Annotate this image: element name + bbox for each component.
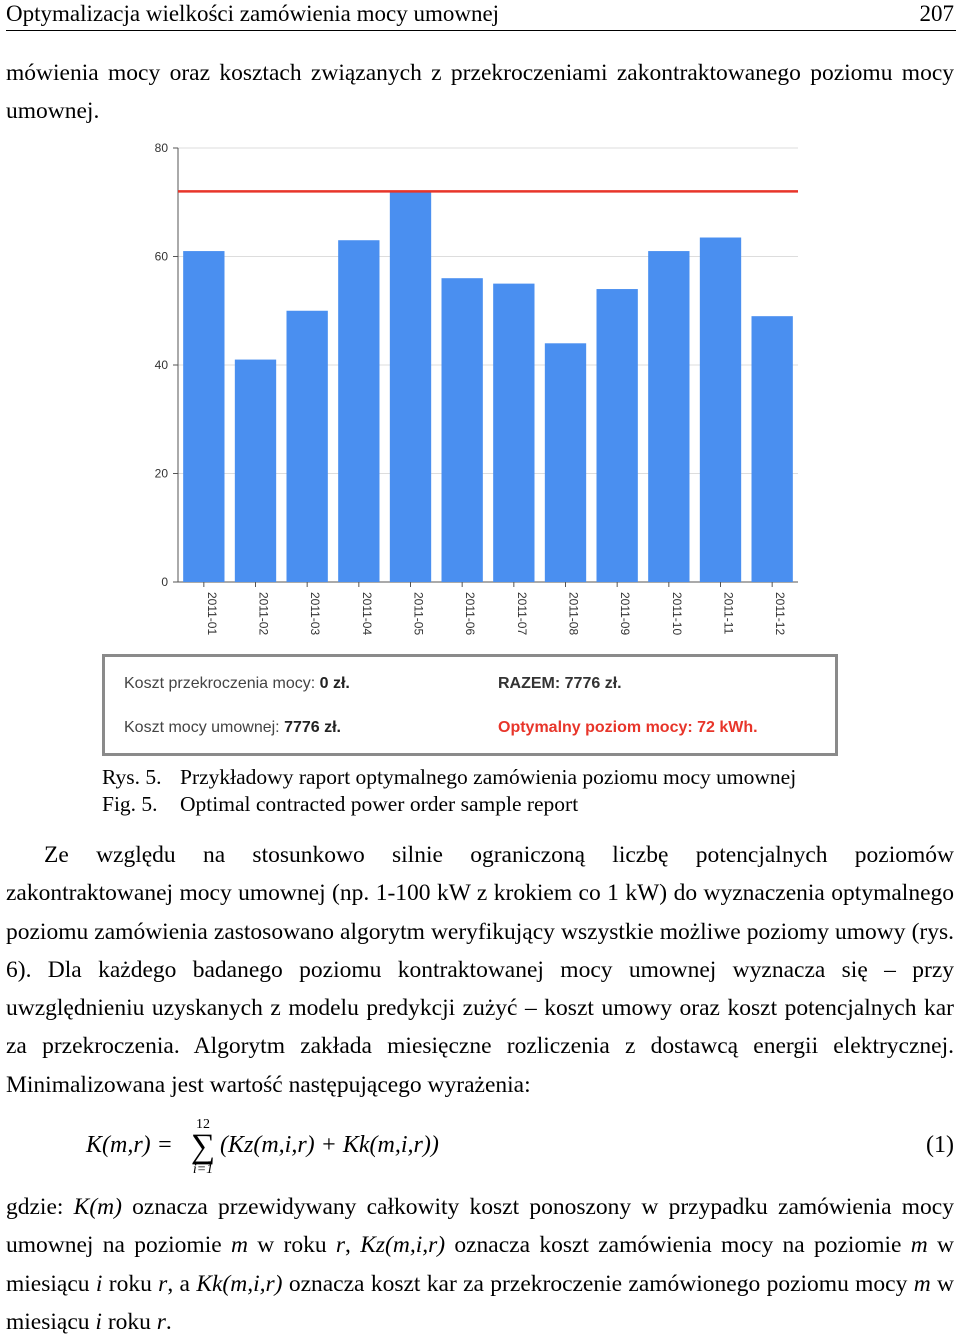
symbol-r: r [335,1232,346,1259]
text-run: gdzie: [6,1194,74,1220]
symbol-K: K(m) [73,1194,122,1220]
bar-2011-03 [287,311,328,582]
y-tick-label: 80 [154,141,168,155]
contract-cost-value: 7776 zł. [284,719,341,736]
equation-lhs: K(m,r) = [86,1132,173,1158]
equation-rhs: (Kz(m,i,r) + Kk(m,i,r)) [220,1132,439,1158]
bar-2011-11 [700,238,741,582]
monthly-power-bar-chart [140,136,820,644]
x-tick-label: 2011-12 [773,592,788,636]
symbol-i: i [95,1270,103,1297]
symbol-m: m [913,1270,931,1297]
text-run: roku [101,1308,157,1335]
bar-2011-10 [648,251,689,582]
symbol-Kk: Kk(m,i,r) [196,1270,283,1297]
equation-number: (1) [926,1132,954,1158]
x-tick-label: 2011-08 [566,592,581,636]
y-tick-label: 40 [154,358,168,372]
text-run: w roku [247,1232,336,1259]
text-run: oznacza przewidywany całkowity koszt ponoszony w przypadku zamówienia mocy umownej na poziomie [6,1194,954,1259]
figure-caption-en [102,791,578,818]
bar-2011-05 [390,191,431,582]
bar-2011-07 [493,284,534,582]
y-tick-label: 0 [161,575,168,589]
text-run: roku [102,1270,159,1297]
symbol-m: m [230,1232,248,1259]
text-run: , [345,1232,361,1259]
bar-2011-04 [338,240,379,582]
sigma-symbol: ∑ [190,1128,216,1165]
bar-2011-06 [442,278,483,582]
x-tick-label: 2011-10 [669,592,684,636]
optimal-power-level: Optymalny poziom mocy: 72 kWh. [498,719,758,736]
bar-2011-01 [183,251,224,582]
y-tick-label: 60 [154,249,168,264]
caption-pl-number: Rys. 5. [102,765,162,789]
x-tick-label: 2011-05 [411,592,426,636]
symbol-m: m [910,1232,928,1259]
bar-2011-02 [235,360,276,582]
overrun-cost-label: Koszt przekroczenia mocy: [124,675,316,692]
page-number: 207 [919,1,954,26]
definitions-paragraph [6,1188,954,1341]
text-run: oznacza koszt kar za przekroczenie zamówionego poziomu mocy [282,1270,914,1297]
x-tick-label: 2011-03 [308,592,323,636]
symbol-Kz: Kz(m,i,r) [360,1232,446,1259]
text-run: w miesiącu [6,1270,955,1335]
text-run: oznacza koszt zamówienia mocy na poziomie [445,1232,911,1259]
x-tick-label: 2011-02 [256,592,271,636]
caption-en-text: Optimal contracted power order sample report [180,792,579,816]
summation [186,1118,220,1178]
x-tick-label: 2011-01 [204,592,219,636]
overrun-cost-value: 0 zł. [319,675,350,692]
text-run: . [165,1308,172,1335]
body-paragraph: Ze względu na stosunkowo silnie ograniczoną liczbę potencjalnych poziomów zakontraktowanej mocy umownej (np. 1-100 kW z krokiem co 1 kW) do wyznaczenia optymalnego poziomu zamówienia zastosowano algorytm weryfikujący wszystkie możliwe poziomy umowy (rys. 6). Dla każdego badanego poziomu kontraktowanej mocy umownej wyznacza się – przy uwzględnieniu uzyskanych z modelu predykcji zużyć – koszt umowy oraz koszt potencjalnych kar za przekroczenia. Algorytm zakłada miesięczne rozliczenia z dostawcą energii elektrycznej. Minimalizowana jest wartość następującego wyrażenia: [6,842,954,1098]
total-cost: RAZEM: 7776 zł. [498,675,622,692]
bar-2011-09 [597,289,638,582]
text-run: w miesiącu [6,1232,954,1297]
text-run: , a [167,1270,197,1297]
running-header [6,0,956,31]
symbol-r: r [156,1308,166,1335]
equation [86,1118,956,1178]
x-tick-label: 2011-07 [514,592,529,636]
caption-en-number: Fig. 5. [102,792,158,816]
x-tick-label: 2011-04 [359,592,374,636]
overrun-cost-row [124,675,350,693]
report-box [102,654,838,756]
x-tick-label: 2011-06 [463,592,478,636]
contract-cost-row [124,719,341,737]
y-tick-label: 20 [154,466,168,481]
sum-lower-limit: i=1 [192,1162,214,1177]
x-tick-label: 2011-11 [721,592,736,635]
header-title: Optymalizacja wielkości zamówienia mocy umownej [6,1,500,26]
symbol-r: r [158,1270,168,1297]
x-tick-label: 2011-09 [618,592,633,636]
symbol-i: i [95,1308,102,1335]
caption-pl-text: Przykładowy raport optymalnego zamówienia poziomu mocy umownej [180,765,797,789]
contract-cost-label: Koszt mocy umownej: [124,719,280,736]
figure-caption-pl [102,764,796,791]
sum-upper-limit: 12 [196,1117,210,1132]
intro-paragraph: mówienia mocy oraz kosztach związanych z przekroczeniami zakontraktowanego poziomu mocy umownej. [6,60,954,125]
bar-2011-08 [545,343,586,582]
bar-2011-12 [752,316,793,582]
